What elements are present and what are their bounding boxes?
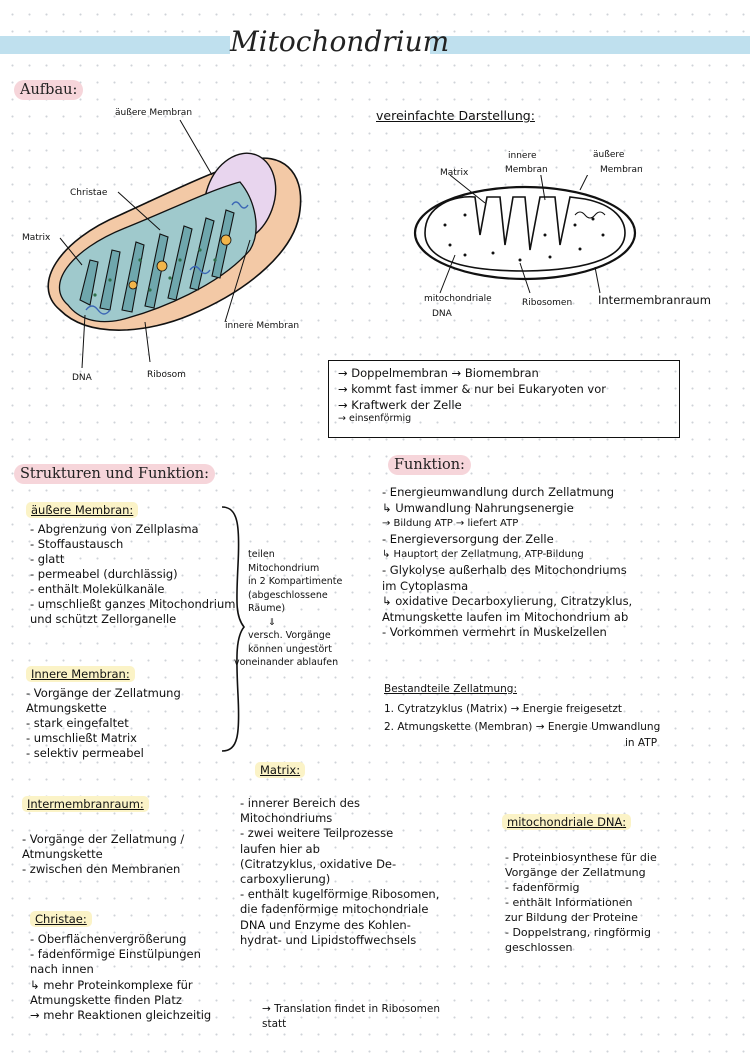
list-item: - Vorgänge der Zellatmung [26,686,181,700]
info-item: → einsenförmig [338,413,412,424]
d2-label-intermembranraum: Intermembranraum [598,293,711,307]
list-item: - enthält Informationen [505,896,633,909]
page-title: Mitochondrium [230,22,430,62]
list-item: Vorgänge der Zellatmung [505,866,646,879]
list-item: nach innen [30,962,94,977]
bestandteile-row-1: 1. Cytratzyklus (Matrix) → Energie freigesetzt [384,703,623,715]
list-item: - umschließt ganzes Mitochondrium [30,597,236,611]
aeussere-membran-list [30,522,235,627]
list-item: - Doppelstrang, ringförmig [505,926,651,939]
label-matrix: Matrix [22,233,51,243]
list-item: - enthält kugelförmige Ribosomen, [240,887,440,902]
list-item: - fadenförmig [505,881,580,894]
list-item: im Cytoplasma [382,578,469,593]
list-item: und schützt Zellorganelle [30,612,177,626]
bestandteile-heading: Bestandteile Zellatmung: [384,683,517,695]
list-item: - selektiv permeabel [26,746,144,760]
d2-label-mtdna-2: DNA [432,309,452,319]
innere-membran-heading: Innere Membran: [26,666,135,682]
mtdna-heading: mitochondriale DNA: [502,814,631,830]
label-ribosom: Ribosom [147,370,186,380]
mitochondrion-3d-diagram [0,100,360,400]
label-dna: DNA [72,373,92,383]
list-item: - Oberflächenvergrößerung [30,932,187,946]
list-item: Atmungskette [26,701,107,715]
intermembran-heading: Intermembranraum: [22,796,149,812]
list-item: → Bildung ATP → liefert ATP [382,518,519,530]
note-line: (abgeschlossene [248,589,328,601]
info-item: → kommt fast immer & nur bei Eukaryoten vor [338,382,606,396]
label-innere-membran: innere Membran [225,321,300,331]
info-box-list [338,365,606,425]
section-aufbau: Aufbau: [14,80,83,100]
mitochondrion-simplified-diagram [405,175,645,295]
list-item: - Vorgänge der Zellatmung / [22,832,185,846]
d2-label-mtdna-1: mitochondriale [424,294,492,304]
list-item: → mehr Reaktionen gleichzeitig [30,1008,212,1023]
note-line: versch. Vorgänge [248,630,331,641]
matrix-translation-1: → Translation findet in Ribosomen [262,1003,440,1015]
note-line: voneinander ablaufen [234,657,339,668]
list-item: ↳ Umwandlung Nahrungsenergie [382,500,574,515]
list-item: die fadenförmige mitochondriale [240,902,429,917]
note-line: Räume) [248,603,286,614]
cristae-heading: Christae: [30,911,92,927]
note-line: teilen [248,549,275,560]
list-item: - umschließt Matrix [26,731,137,745]
list-item: - glatt [30,552,65,566]
list-item: - Vorkommen vermehrt in Muskelzellen [382,625,607,640]
bestandteile-row-2: 2. Atmungskette (Membran) → Energie Umwandlung [384,721,661,733]
section-funktion: Funktion: [388,455,471,475]
intermembran-list [22,832,184,877]
d2-label-innere-1: innere [508,151,537,161]
list-item: - Proteinbiosynthese für die [505,851,657,864]
list-item: laufen hier ab [240,841,320,856]
funktion-list [382,485,632,641]
list-item: (Citratzyklus, oxidative De- [240,856,397,871]
list-item: carboxylierung) [240,872,331,887]
list-item: - Energieversorgung der Zelle [382,531,554,546]
list-item: - Stoffaustausch [30,537,124,551]
list-item: - Abgrenzung von Zellplasma [30,522,199,536]
list-item: - zwischen den Membranen [22,862,181,876]
matrix-list [240,796,439,948]
label-aussere-membran: äußere Membran [115,108,193,118]
list-item: Atmungskette finden Platz [30,992,182,1007]
d2-label-aussere-1: äußere [593,150,625,160]
list-item: hydrat- und Lipidstoffwechsels [240,932,417,947]
list-item: geschlossen [505,941,573,954]
d2-label-innere-2: Membran [505,165,548,175]
bestandteile-row-3: in ATP [625,737,658,749]
bracket-icon [218,505,248,755]
list-item: Atmungskette laufen im Mitochondrium ab [382,609,629,624]
list-item: - fadenförmige Einstülpungen [30,947,201,962]
list-item: - zwei weitere Teilprozesse [240,826,394,841]
list-item: Atmungskette [22,847,103,861]
cristae-list [30,932,211,1023]
note-line: Mitochondrium [248,562,320,574]
list-item: - innerer Bereich des [240,796,360,810]
list-item: ↳ mehr Proteinkomplexe für [30,977,193,992]
section-strukturen: Strukturen und Funktion: [14,464,215,484]
innere-membran-list [26,686,181,761]
list-item: ↳ Hauptort der Zellatmung, ATP-Bildung [382,549,584,561]
d2-label-aussere-2: Membran [600,165,643,175]
list-item: ↳ oxidative Decarboxylierung, Citratzyklus, [382,594,633,609]
list-item: Mitochondriums [240,811,333,826]
list-item: - stark eingefaltet [26,716,129,730]
note-line: ⇓ [268,616,276,628]
aeussere-membran-heading: äußere Membran: [26,502,138,518]
list-item: - Glykolyse außerhalb des Mitochondriums [382,562,627,577]
matrix-heading: Matrix: [255,762,305,778]
info-item: → Kraftwerk der Zelle [338,398,462,412]
list-item: DNA und Enzyme des Kohlen- [240,917,411,932]
note-line: können ungestört [248,643,332,655]
info-item: → Doppelmembran → Biomembran [338,366,539,380]
list-item: - Energieumwandlung durch Zellatmung [382,485,615,499]
bracket-note [234,548,343,670]
list-item: zur Bildung der Proteine [505,911,638,924]
matrix-translation-2: statt [262,1018,287,1030]
list-item: - enthält Molekülkanäle [30,582,165,596]
list-item: - permeabel (durchlässig) [30,567,178,581]
d2-label-matrix: Matrix [440,168,469,178]
diagram2-heading: vereinfachte Darstellung: [376,108,535,123]
label-cristae: Christae [70,188,108,198]
note-line: in 2 Kompartimente [248,576,343,587]
d2-label-ribosomen: Ribosomen [522,298,573,308]
mtdna-list [505,850,657,955]
